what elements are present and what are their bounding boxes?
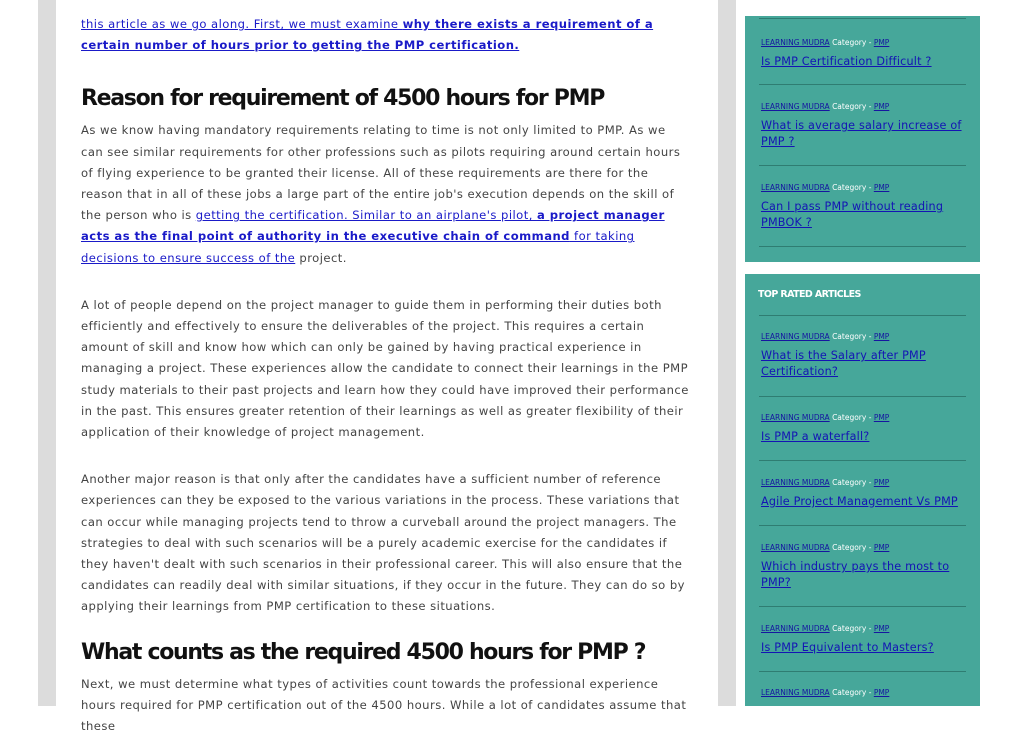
article-title-link[interactable]: Can I pass PMP without reading PMBOK ? bbox=[761, 200, 944, 229]
reason-paragraph-2: A lot of people depend on the project manager to guide them in performing their duties both efficiently and effectively to ensure the deliverables of the project. This requires a certain amount of skill and know how which can only be gained by having practical experience in managing a project. These experiences allow the candidate to connect their learnings in the PMP study materials to their past projects and learn how they could have improved their performance in the past. This ensures greater retention of their learnings as well as greater flexibility of their application of their knowledge of project management. bbox=[81, 297, 689, 440]
category-link[interactable]: PMP bbox=[873, 38, 890, 47]
sidebar-article bbox=[761, 413, 966, 445]
what-counts-paragraph: Next, we must determine what types of activities count towards the professional experience hours required for PMP certification out of the 4500 hours. While a lot of candidates assume that these bbox=[81, 676, 687, 734]
divider bbox=[759, 460, 966, 461]
article-title-link[interactable]: Is PMP a waterfall? bbox=[761, 430, 870, 443]
source-link[interactable]: LEARNING MUDRA bbox=[761, 478, 830, 487]
pilot-link[interactable]: getting the certification. Similar to an airplane's pilot, bbox=[195, 208, 537, 223]
sidebar-panel-top-rated bbox=[745, 274, 980, 706]
category-label: Category - bbox=[832, 624, 872, 633]
reason-paragraph-3: Another major reason is that only after the candidates have a sufficient number of reference experiences can they be exposed to the various variations in the process. These variations that can occur while managing projects tend to throw a curveball around the project managers. The strategies to deal with such scenarios will be a purely academic exercise for the candidates if they haven't dealt with such scenarios in their professional career. This will also ensure that the candidates can readily deal with similar situations, if they occur in the future. They can do so by applying their learnings from PMP certification to these situations. bbox=[81, 472, 685, 614]
left-gutter bbox=[38, 0, 56, 706]
category-link[interactable]: PMP bbox=[873, 688, 890, 697]
decision-link[interactable]: for taking decisions to ensure success of the bbox=[81, 229, 635, 265]
section-heading-reason: Reason for requirement of 4500 hours for PMP bbox=[81, 86, 605, 112]
article-title-link[interactable]: Agile Project Management Vs PMP bbox=[761, 495, 958, 508]
category-label: Category - bbox=[832, 102, 872, 111]
reason-text-end: project. bbox=[295, 250, 347, 265]
sidebar-article bbox=[761, 102, 966, 150]
divider bbox=[759, 525, 966, 526]
article-title-link[interactable]: Is PMP Equivalent to Masters? bbox=[761, 641, 934, 654]
panel-title: TOP RATED ARTICLES bbox=[758, 289, 861, 300]
article-meta bbox=[761, 413, 966, 423]
source-link[interactable]: LEARNING MUDRA bbox=[761, 38, 830, 47]
source-link[interactable]: LEARNING MUDRA bbox=[761, 688, 830, 697]
category-label: Category - bbox=[832, 183, 872, 192]
article-meta bbox=[761, 543, 966, 553]
article-meta bbox=[761, 183, 966, 193]
article-meta bbox=[761, 102, 966, 112]
category-label: Category - bbox=[832, 332, 872, 341]
article-title-link[interactable]: What is the Salary after PMP Certification? bbox=[761, 349, 926, 378]
divider bbox=[759, 396, 966, 397]
reason-paragraph-1 bbox=[81, 120, 691, 268]
divider bbox=[759, 18, 966, 19]
article-meta bbox=[761, 38, 966, 48]
sidebar-article bbox=[761, 332, 966, 380]
category-link[interactable]: PMP bbox=[873, 413, 890, 422]
category-label: Category - bbox=[832, 543, 872, 552]
article-title-link[interactable]: Is PMP Certification Difficult ? bbox=[761, 55, 932, 68]
category-link[interactable]: PMP bbox=[873, 332, 890, 341]
intro-link[interactable]: this article as we go along. First, we must examine bbox=[81, 17, 403, 31]
category-link[interactable]: PMP bbox=[873, 183, 890, 192]
source-link[interactable]: LEARNING MUDRA bbox=[761, 102, 830, 111]
article-meta bbox=[761, 624, 966, 634]
category-label: Category - bbox=[832, 38, 872, 47]
sidebar-article bbox=[761, 624, 966, 656]
category-link[interactable]: PMP bbox=[873, 478, 890, 487]
source-link[interactable]: LEARNING MUDRA bbox=[761, 624, 830, 633]
category-label: Category - bbox=[832, 478, 872, 487]
article-title-link[interactable]: Which industry pays the most to PMP? bbox=[761, 560, 950, 589]
divider bbox=[759, 671, 966, 672]
divider bbox=[759, 246, 966, 247]
sidebar-panel-related bbox=[745, 16, 980, 262]
article-title-link[interactable]: What is average salary increase of PMP ? bbox=[761, 119, 962, 148]
article-body bbox=[81, 14, 691, 737]
source-link[interactable]: LEARNING MUDRA bbox=[761, 413, 830, 422]
sidebar-article bbox=[761, 38, 966, 70]
reason-text: As we know having mandatory requirements relating to time is not only limited to PMP. As we can see similar requirements for other professions such as pilots requiring around certain hours of flying experience to be granted their license. All of these requirements are there for the reason that in all of these jobs a large part of the entire job's execution depends on the skill of the person who is bbox=[81, 123, 681, 223]
section-heading-what-counts: What counts as the required 4500 hours for PMP ? bbox=[81, 639, 646, 665]
category-label: Category - bbox=[832, 688, 872, 697]
sidebar-article bbox=[761, 478, 966, 510]
divider bbox=[759, 315, 966, 316]
category-link[interactable]: PMP bbox=[873, 624, 890, 633]
article-meta bbox=[761, 478, 966, 488]
source-link[interactable]: LEARNING MUDRA bbox=[761, 543, 830, 552]
category-link[interactable]: PMP bbox=[873, 543, 890, 552]
middle-gutter bbox=[718, 0, 736, 706]
intro-paragraph bbox=[81, 14, 691, 56]
divider bbox=[759, 165, 966, 166]
article-meta bbox=[761, 332, 966, 342]
intro-bold-link[interactable]: why there exists a requirement of a certain number of hours prior to getting the PMP certification. bbox=[81, 17, 654, 53]
source-link[interactable]: LEARNING MUDRA bbox=[761, 183, 830, 192]
sidebar-article bbox=[761, 543, 966, 591]
divider bbox=[759, 84, 966, 85]
sidebar-article bbox=[761, 183, 966, 231]
source-link[interactable]: LEARNING MUDRA bbox=[761, 332, 830, 341]
category-link[interactable]: PMP bbox=[873, 102, 890, 111]
category-label: Category - bbox=[832, 413, 872, 422]
authority-link[interactable]: a project manager acts as the final point of authority in the executive chain of command bbox=[81, 208, 665, 244]
article-meta bbox=[761, 688, 966, 698]
divider bbox=[759, 606, 966, 607]
sidebar-article bbox=[761, 688, 966, 698]
